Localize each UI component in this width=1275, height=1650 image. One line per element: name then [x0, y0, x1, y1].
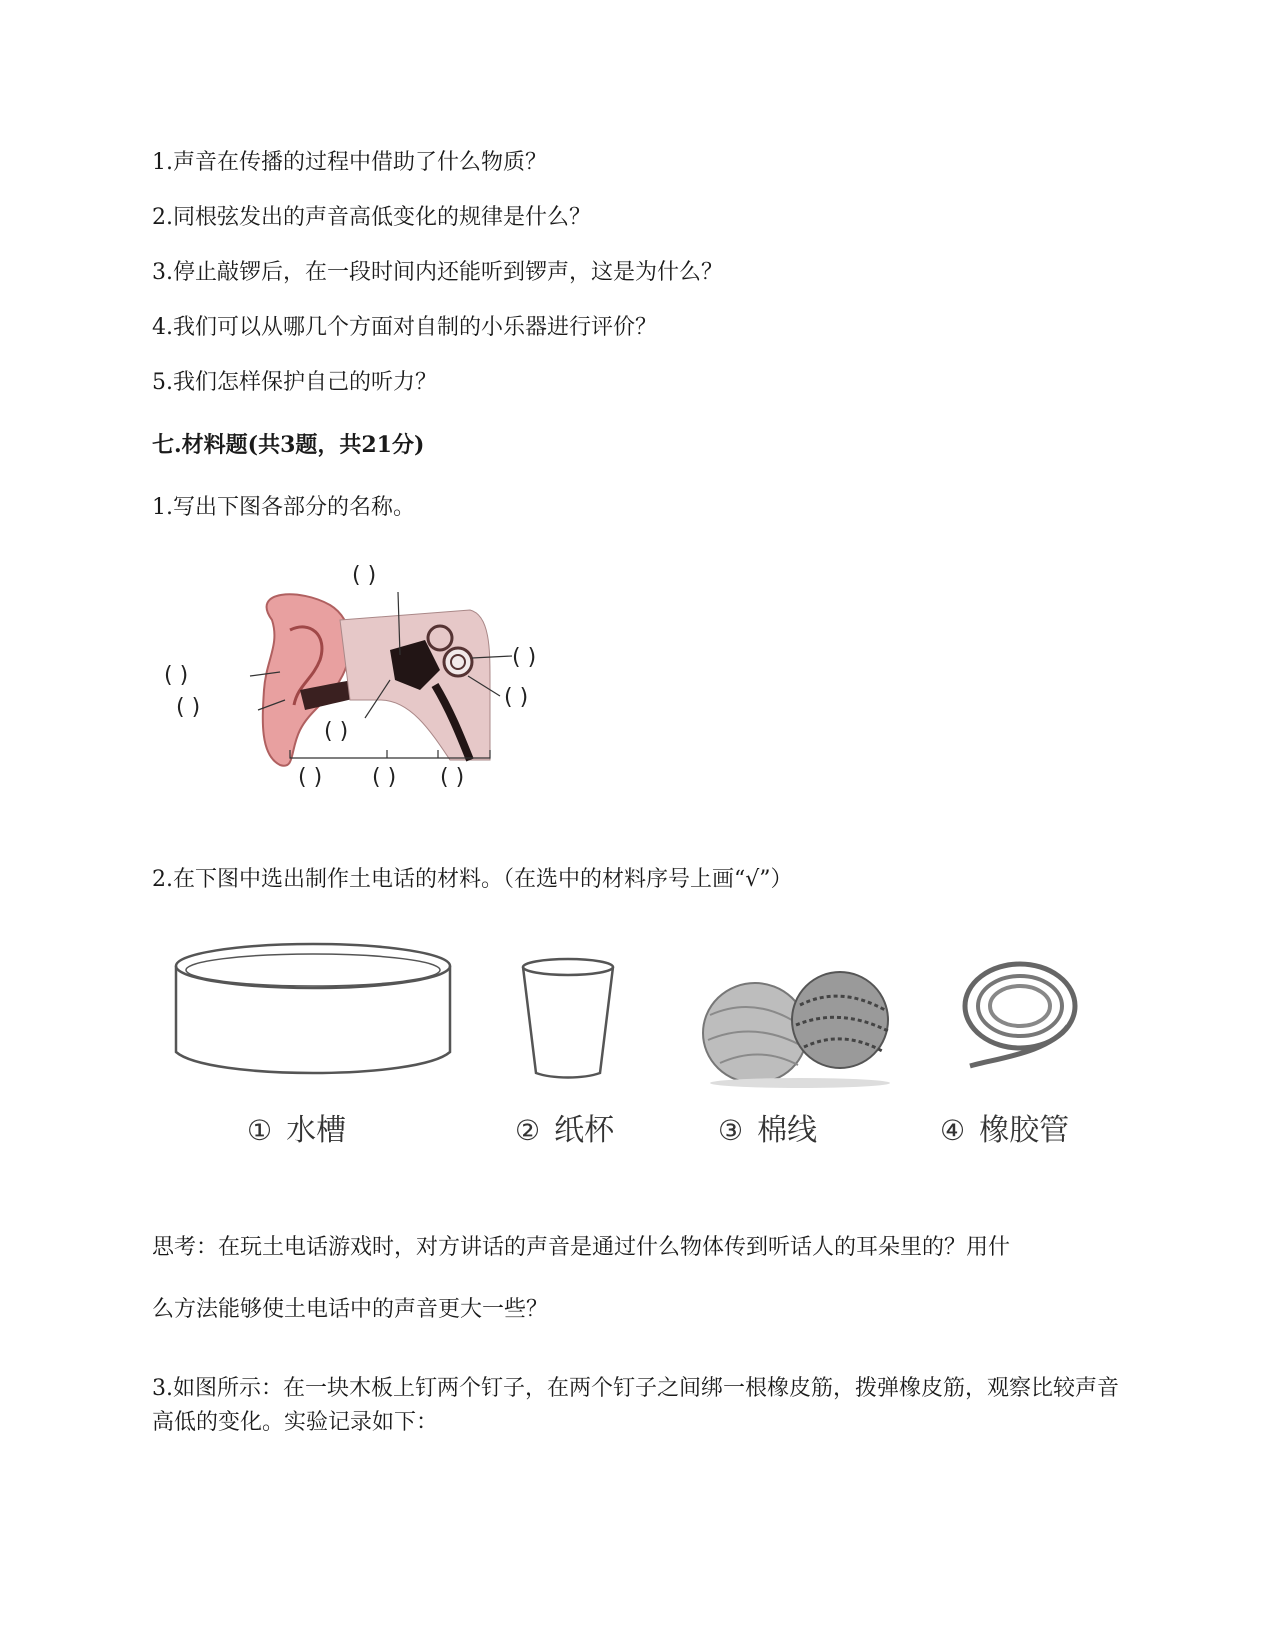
material-caption-4 [940, 1105, 1069, 1149]
material-name-3: 棉线 [757, 1113, 818, 1148]
label-blank-bottom-3: ( ) [440, 765, 465, 790]
label-blank-top: ( ) [352, 563, 377, 588]
ear-diagram [150, 560, 630, 820]
label-blank-right-2: ( ) [504, 685, 529, 710]
material-name-4: 橡胶管 [979, 1113, 1070, 1148]
question-prev-2: 2.同根弦发出的声音高低变化的规律是什么？ [152, 205, 591, 230]
q2-think-line-2: 么方法能够使土电话中的声音更大一些？ [152, 1297, 549, 1322]
material-number-4: ④ [940, 1114, 966, 1147]
sink-icon [168, 940, 458, 1090]
question-prev-1: 1.声音在传播的过程中借助了什么物质？ [152, 150, 547, 175]
question-prev-3: 3.停止敲锣后，在一段时间内还能听到锣声，这是为什么？ [152, 260, 723, 285]
material-name-2: 纸杯 [554, 1113, 615, 1148]
material-caption-2 [515, 1105, 614, 1149]
material-caption-3 [718, 1105, 817, 1149]
label-blank-middle: ( ) [324, 719, 349, 744]
cotton-thread-icon [700, 965, 900, 1090]
question-prev-4: 4.我们可以从哪几个方面对自制的小乐器进行评价？ [152, 315, 657, 340]
section-title: 七.材料题(共3题，共21分) [152, 432, 425, 458]
label-blank-left-1: ( ) [164, 663, 189, 688]
q3-text: 3.如图所示：在一块木板上钉两个钉子，在两个钉子之间绑一根橡皮筋，拨弹橡皮筋，观察比较声音高低的变化。实验记录如下： [152, 1376, 1119, 1435]
material-number-2: ② [515, 1114, 541, 1147]
label-blank-bottom-2: ( ) [372, 765, 397, 790]
material-caption-1 [247, 1105, 346, 1149]
material-name-1: 水槽 [286, 1113, 347, 1148]
q2-text: 2.在下图中选出制作土电话的材料。（在选中的材料序号上画“√”） [152, 867, 793, 892]
label-blank-right-1: ( ) [512, 645, 537, 670]
question-prev-5: 5.我们怎样保护自己的听力？ [152, 370, 437, 395]
material-number-1: ① [247, 1114, 273, 1147]
label-blank-left-2: ( ) [176, 695, 201, 720]
q2-think-line-1: 思考：在玩土电话游戏时，对方讲话的声音是通过什么物体传到听话人的耳朵里的？用什 [152, 1235, 1011, 1260]
paper-cup-icon [518, 955, 618, 1085]
rubber-tube-icon [958, 958, 1078, 1083]
material-number-3: ③ [718, 1114, 744, 1147]
q1-text: 1.写出下图各部分的名称。 [152, 495, 415, 520]
label-blank-bottom-1: ( ) [298, 765, 323, 790]
